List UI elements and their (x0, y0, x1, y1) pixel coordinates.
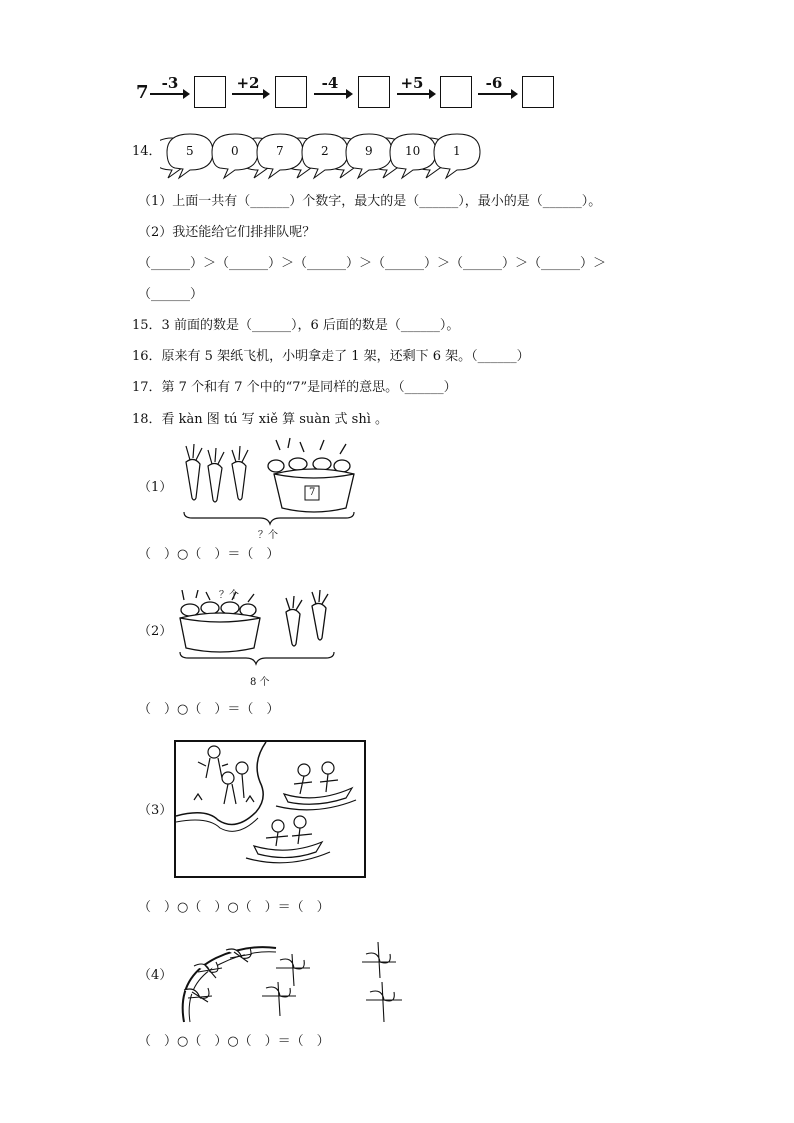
bubble-number-7: 1 (453, 144, 461, 158)
chain-op-5: -6 (485, 74, 503, 92)
bubble-number-5: 9 (365, 144, 373, 158)
q18-part3-label: （3） (138, 803, 173, 818)
q18-part1-label: （1） (138, 480, 173, 495)
q18-title: 18．看 kàn 图 tú 写 xiě 算 suàn 式 shì 。 (132, 412, 389, 427)
q18-part3-monkey-picture (174, 740, 366, 878)
chain-answer-box-3[interactable] (358, 76, 390, 108)
q18-part2-carrot-picture (176, 590, 338, 676)
chain-op-3: -4 (321, 74, 339, 92)
bubble-number-6: 10 (405, 144, 421, 158)
bubble-number-4: 2 (321, 144, 329, 158)
chain-start-number: 7 (136, 82, 149, 103)
chain-arrow-4 (397, 93, 434, 95)
q15-text: 15．3 前面的数是（______），6 后面的数是（______）。 (132, 318, 460, 333)
q18-part4-formula[interactable]: （ ）○（ ）○（ ）＝（ ） (138, 1034, 330, 1049)
q18-part1-formula[interactable]: （ ）○（ ）＝（ ） (138, 547, 280, 562)
q14-line-3: （______）＞（______）＞（______）＞（______）＞（______）＞（______）＞ (138, 256, 607, 271)
q18-part1-basket-number: 7 (309, 487, 316, 498)
bubble-number-3: 7 (276, 144, 284, 158)
q18-part3-formula[interactable]: （ ）○（ ）○（ ）＝（ ） (138, 900, 330, 915)
q17-text: 17．第 7 个和有 7 个中的“7”是同样的意思。（______） (132, 380, 457, 395)
q18-part2-top-label: ？个 (219, 590, 239, 601)
chain-answer-box-5[interactable] (522, 76, 554, 108)
chain-arrow-1 (150, 93, 188, 95)
q16-text: 16．原来有 5 架纸飞机，小明拿走了 1 架，还剩下 6 架。（______） (132, 349, 530, 364)
monkey-scene (176, 742, 364, 876)
q18-part1-carrot-picture (180, 436, 360, 528)
chain-answer-box-1[interactable] (194, 76, 226, 108)
chain-op-2: +2 (236, 74, 260, 92)
chain-answer-box-2[interactable] (275, 76, 307, 108)
bubble-number-1: 5 (186, 144, 194, 158)
bubble-number-2: 0 (231, 144, 239, 158)
q18-part1-brace-label: ？个 (258, 530, 278, 541)
chain-answer-box-4[interactable] (440, 76, 472, 108)
chain-arrow-3 (314, 93, 351, 95)
q18-part4-dragonfly-picture (176, 938, 416, 1024)
q14-number: 14． (132, 144, 162, 159)
chain-op-4: +5 (400, 74, 424, 92)
q18-part2-label: （2） (138, 624, 173, 639)
q14-line-2: （2）我还能给它们排排队呢？ (138, 225, 316, 240)
q18-part4-label: （4） (138, 968, 173, 983)
q18-part2-brace-label: 8 个 (250, 677, 270, 688)
q14-line-4: （______） (138, 287, 204, 302)
chain-arrow-5 (478, 93, 516, 95)
q14-line-1: （1）上面一共有（______）个数字，最大的是（______），最小的是（______）。 (138, 194, 602, 209)
chain-op-1: -3 (161, 74, 179, 92)
chain-arrow-2 (232, 93, 268, 95)
q18-part2-formula[interactable]: （ ）○（ ）＝（ ） (138, 702, 280, 717)
